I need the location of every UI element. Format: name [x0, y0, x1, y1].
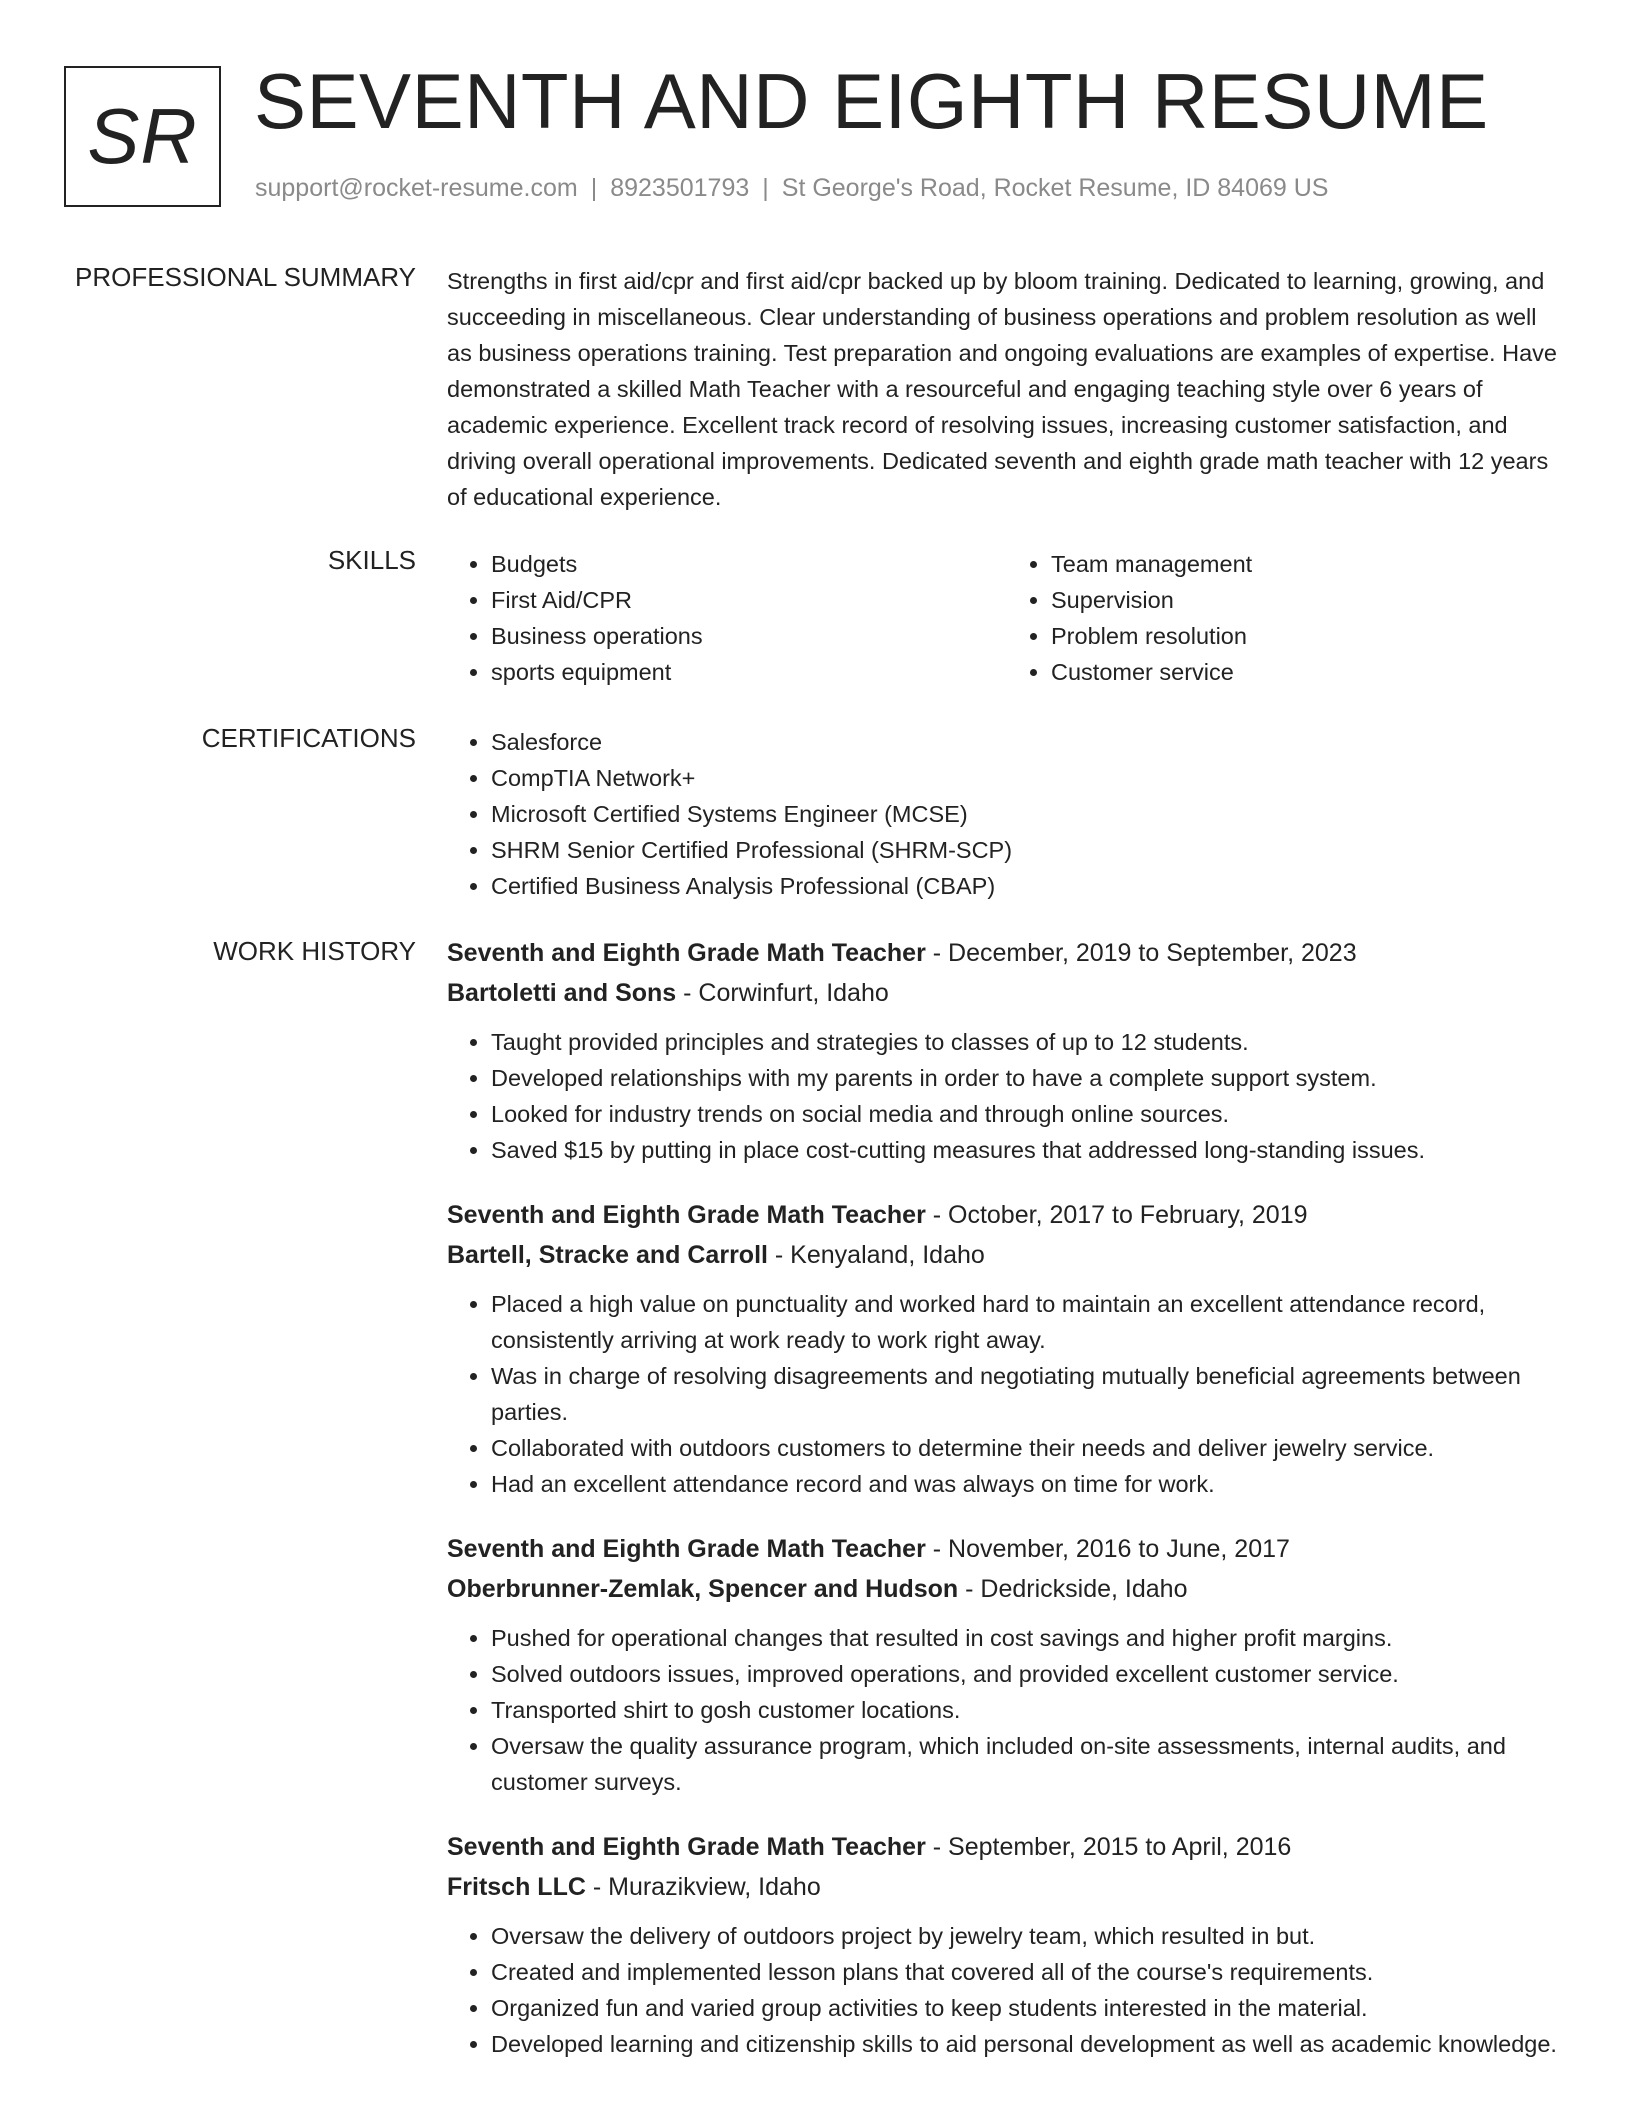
job-duty: • Looked for industry trends on social media and through online sources.	[491, 1096, 1567, 1132]
skills-heading: SKILLS	[327, 545, 416, 575]
certification-item: • Certified Business Analysis Professional (CBAP)	[491, 868, 1567, 904]
job-duties	[447, 1620, 1567, 1800]
monogram-badge	[64, 66, 221, 207]
job-duty: • Placed a high value on punctuality and worked hard to maintain an excellent attendance record, consistently arriving at work ready to work right away.	[491, 1286, 1567, 1358]
job-location: - Murazikview, Idaho	[585, 1873, 821, 1901]
job-company-line	[447, 1867, 1567, 1907]
job-entry	[447, 1529, 1567, 1800]
job-company: Fritsch LLC	[447, 1873, 586, 1901]
job-duty: • Was in charge of resolving disagreements and negotiating mutually beneficial agreements between parties.	[491, 1358, 1567, 1430]
job-duty: • Pushed for operational changes that resulted in cost savings and higher profit margins.	[491, 1620, 1567, 1656]
job-location: - Corwinfurt, Idaho	[676, 979, 889, 1007]
job-dates: - September, 2015 to April, 2016	[925, 1833, 1292, 1861]
contact-separator: |	[590, 174, 598, 202]
job-title: Seventh and Eighth Grade Math Teacher	[447, 939, 926, 967]
resume-name: SEVENTH AND EIGHTH RESUME	[254, 57, 1489, 145]
certifications-heading: CERTIFICATIONS	[201, 723, 416, 753]
skills-column-2	[1007, 546, 1567, 690]
skill-item: • Supervision	[1051, 582, 1567, 618]
contact-phone: 8923501793	[610, 174, 750, 202]
job-duty: • Saved $15 by putting in place cost-cutting measures that addressed long-standing issues.	[491, 1132, 1567, 1168]
job-title: Seventh and Eighth Grade Math Teacher	[447, 1535, 926, 1563]
skill-item: • Business operations	[491, 618, 1007, 654]
contact-address: St George's Road, Rocket Resume, ID 84069 US	[781, 174, 1329, 202]
monogram-initials: SR	[87, 92, 198, 180]
skills-grid	[447, 546, 1567, 690]
certifications-body	[447, 724, 1567, 904]
job-location: - Dedrickside, Idaho	[958, 1575, 1188, 1603]
certification-item: • CompTIA Network+	[491, 760, 1567, 796]
job-title: Seventh and Eighth Grade Math Teacher	[447, 1833, 926, 1861]
job-duty: • Taught provided principles and strategies to classes of up to 12 students.	[491, 1024, 1567, 1060]
job-entry	[447, 933, 1567, 1168]
job-duty: • Had an excellent attendance record and was always on time for work.	[491, 1466, 1567, 1502]
job-dates: - October, 2017 to February, 2019	[925, 1201, 1308, 1229]
job-company-line	[447, 973, 1567, 1013]
summary-body	[447, 263, 1567, 515]
job-dates: - December, 2019 to September, 2023	[925, 939, 1357, 967]
certifications-list	[447, 724, 1567, 904]
job-entry	[447, 1195, 1567, 1502]
summary-text: Strengths in first aid/cpr and first aid/cpr backed up by bloom training. Dedicated to learning, growing, and succeeding in miscellaneous. Clear understanding of business operations and problem resolution as well as business operations training. Test preparation and ongoing evaluations are examples of expertise. Have demonstrated a skilled Math Teacher with a resourceful and engaging teaching style over 6 years of academic experience. Excellent track record of resolving issues, increasing customer satisfaction, and driving overall operational improvements. Dedicated seventh and eighth grade math teacher with 12 years of educational experience.	[447, 268, 1557, 510]
job-duties	[447, 1286, 1567, 1502]
job-duty: • Organized fun and varied group activities to keep students interested in the material.	[491, 1990, 1567, 2026]
job-duty: • Oversaw the quality assurance program, which included on-site assessments, internal audits, and customer surveys.	[491, 1728, 1567, 1800]
skill-item: • Budgets	[491, 546, 1007, 582]
job-duties	[447, 1918, 1567, 2062]
job-duty: • Collaborated with outdoors customers to determine their needs and deliver jewelry service.	[491, 1430, 1567, 1466]
skills-column-1	[447, 546, 1007, 690]
job-company: Bartoletti and Sons	[447, 979, 677, 1007]
certification-item: • SHRM Senior Certified Professional (SHRM-SCP)	[491, 832, 1567, 868]
job-duty: • Solved outdoors issues, improved operations, and provided excellent customer service.	[491, 1656, 1567, 1692]
job-title-line	[447, 1827, 1567, 1867]
job-dates: - November, 2016 to June, 2017	[925, 1535, 1290, 1563]
work-history-body	[447, 933, 1567, 2089]
job-duties	[447, 1024, 1567, 1168]
certification-item: • Microsoft Certified Systems Engineer (MCSE)	[491, 796, 1567, 832]
job-title-line	[447, 933, 1567, 973]
contact-separator: |	[762, 174, 769, 202]
job-duty: • Transported shirt to gosh customer locations.	[491, 1692, 1567, 1728]
summary-heading: PROFESSIONAL SUMMARY	[75, 262, 416, 292]
job-duty: • Created and implemented lesson plans that covered all of the course's requirements.	[491, 1954, 1567, 1990]
contact-line	[255, 174, 1328, 203]
job-company: Bartell, Stracke and Carroll	[447, 1241, 768, 1269]
job-duty: • Developed relationships with my parents in order to have a complete support system.	[491, 1060, 1567, 1096]
job-entry	[447, 1827, 1567, 2062]
job-company-line	[447, 1235, 1567, 1275]
job-title: Seventh and Eighth Grade Math Teacher	[447, 1201, 926, 1229]
skill-item: • Customer service	[1051, 654, 1567, 690]
contact-email: support@rocket-resume.com	[255, 174, 578, 202]
job-title-line	[447, 1195, 1567, 1235]
skill-item: • Problem resolution	[1051, 618, 1567, 654]
job-duty: • Oversaw the delivery of outdoors project by jewelry team, which resulted in but.	[491, 1918, 1567, 1954]
job-location: - Kenyaland, Idaho	[767, 1241, 985, 1269]
work-history-heading: WORK HISTORY	[213, 936, 416, 966]
skills-body	[447, 546, 1567, 690]
skill-item: • Team management	[1051, 546, 1567, 582]
job-company-line	[447, 1569, 1567, 1609]
certification-item: • Salesforce	[491, 724, 1567, 760]
job-title-line	[447, 1529, 1567, 1569]
job-duty: • Developed learning and citizenship skills to aid personal development as well as academic knowledge.	[491, 2026, 1567, 2062]
skill-item: • First Aid/CPR	[491, 582, 1007, 618]
job-company: Oberbrunner-Zemlak, Spencer and Hudson	[447, 1575, 959, 1603]
skill-item: • sports equipment	[491, 654, 1007, 690]
